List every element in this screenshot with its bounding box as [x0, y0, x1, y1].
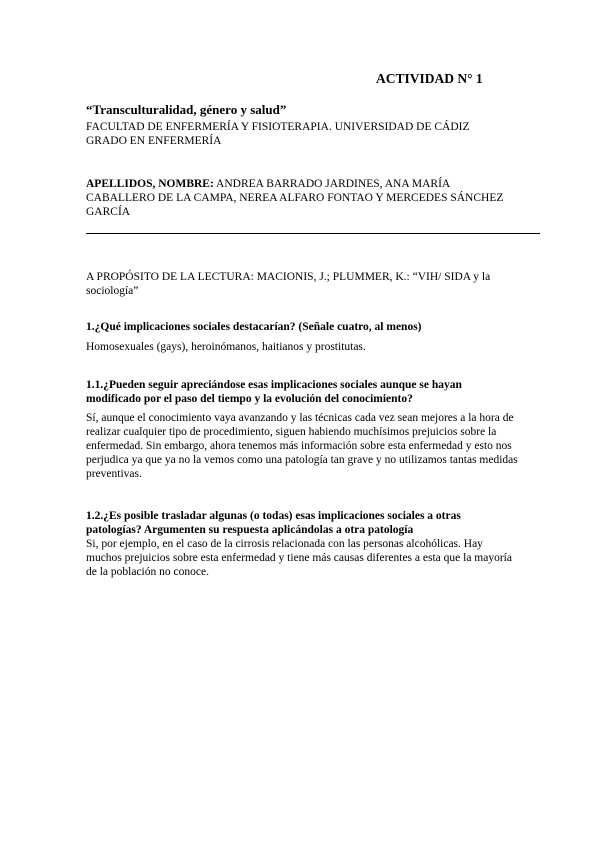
- answer-1: Homosexuales (gays), heroinómanos, haitianos y prostitutas.: [86, 341, 366, 353]
- answer-1-1: Sí, aunque el conocimiento vaya avanzando y las técnicas cada vez sean mejores a la hora de realizar cualquier tipo de procedimiento, siguen habiendo muchísimos prejuicios sobre la enfermedad. Sin embargo, ahora tenemos más información sobre esta enfermedad y esto nos perjudica ya que ya no la vemos como una patología tan grave y no utilizamos tantas medidas preventivas.: [86, 412, 518, 480]
- separator-line: [86, 233, 540, 234]
- authors-label: APELLIDOS, NOMBRE:: [86, 178, 214, 190]
- degree-name: GRADO EN ENFERMERÍA: [86, 135, 222, 147]
- authors-names: ANDREA BARRADO JARDINES, ANA MARÍA CABALLERO DE LA CAMPA, NEREA ALFARO FONTAO Y MERCEDES SÁNCHEZ GARCÍA: [86, 178, 504, 218]
- faculty-name: FACULTAD DE ENFERMERÍA Y FISIOTERAPIA. UNIVERSIDAD DE CÁDIZ: [86, 121, 470, 133]
- reading-reference: A PROPÓSITO DE LA LECTURA: MACIONIS, J.; PLUMMER, K.: “VIH/ SIDA y la sociología”: [86, 271, 491, 297]
- authors-block: [86, 177, 506, 219]
- answer-1-2: Si, por ejemplo, en el caso de la cirrosis relacionada con las personas alcohólicas. Hay muchos prejuicios sobre esta enfermedad y tiene más causas diferentes a esta que la mayoría de la población no conoce.: [86, 538, 512, 578]
- question-1-2: 1.2.¿Es posible trasladar algunas (o todas) esas implicaciones sociales a otras patologías? Argumenten su respuesta aplicándolas a otra patología: [86, 510, 461, 536]
- question-1-1: 1.1.¿Pueden seguir apreciándose esas implicaciones sociales aunque se hayan modificado por el paso del tiempo y la evolución del conocimiento?: [86, 379, 462, 405]
- course-title: “Transculturalidad, género y salud”: [86, 102, 287, 117]
- activity-number: ACTIVIDAD N° 1: [376, 71, 483, 86]
- question-1: 1.¿Qué implicaciones sociales destacarían? (Señale cuatro, al menos): [86, 321, 422, 333]
